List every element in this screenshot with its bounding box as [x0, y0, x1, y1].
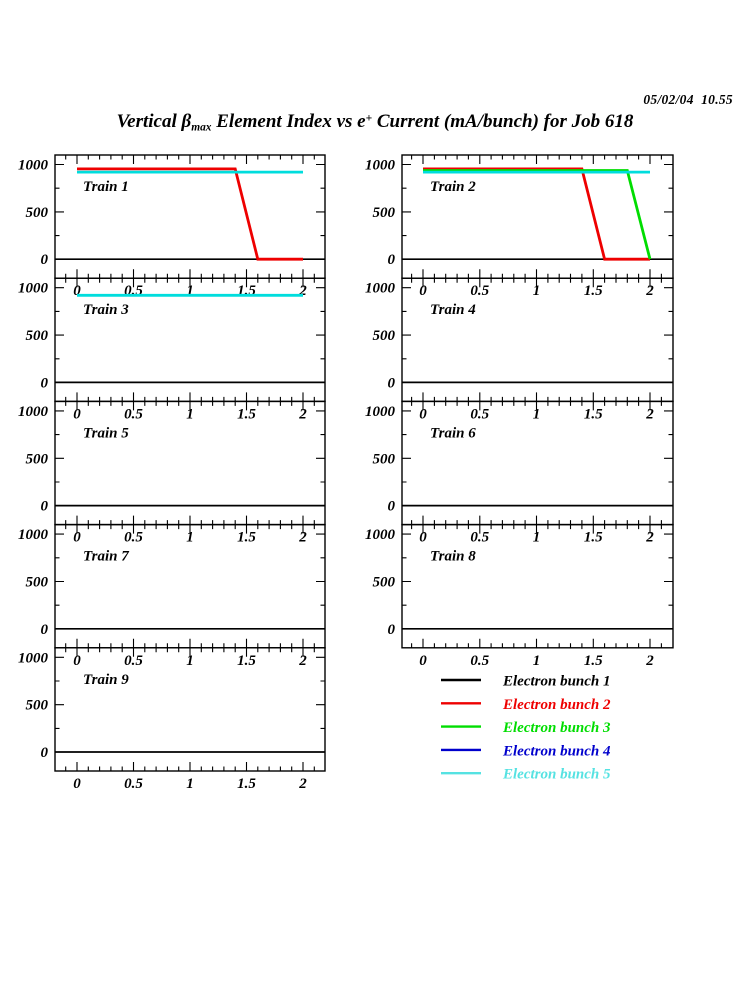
title-subscript: max	[191, 121, 212, 134]
x-tick-label: 0.5	[470, 283, 490, 300]
x-tick-label: 1.5	[583, 406, 603, 423]
y-tick-label: 500	[372, 204, 395, 221]
legend	[441, 674, 611, 783]
y-tick-label: 500	[25, 204, 48, 221]
x-tick-label: 2	[646, 652, 654, 669]
legend-item-4	[441, 743, 611, 759]
y-tick-label: 500	[25, 574, 48, 591]
legend-label: Electron bunch 1	[503, 673, 611, 690]
y-tick-label: 1000	[365, 280, 395, 297]
train-label: Train 2	[430, 179, 476, 195]
x-tick-label: 0.5	[470, 529, 490, 546]
x-tick-label: 1	[186, 776, 194, 792]
x-tick-label: 0	[73, 406, 81, 423]
train-label: Train 9	[83, 671, 129, 688]
x-tick-label: 1.5	[583, 529, 603, 546]
title-superscript: +	[365, 112, 373, 125]
y-tick-label: 1000	[18, 403, 48, 420]
y-tick-label: 500	[25, 451, 48, 468]
x-tick-label: 0	[419, 406, 427, 423]
x-tick-label: 0.5	[124, 529, 143, 546]
y-tick-label: 500	[25, 697, 48, 714]
y-tick-label: 0	[387, 498, 395, 515]
x-tick-label: 0.5	[124, 406, 143, 423]
y-tick-label: 1000	[365, 527, 395, 544]
y-tick-label: 1000	[365, 157, 395, 174]
x-tick-label: 1	[532, 652, 541, 669]
panel-train-8	[365, 525, 673, 669]
x-tick-label: 2	[299, 406, 307, 423]
y-tick-label: 0	[387, 375, 395, 392]
x-tick-label: 0	[419, 652, 427, 669]
x-tick-label: 2	[646, 529, 654, 546]
x-tick-label: 1.5	[237, 406, 256, 423]
x-tick-label: 1.5	[237, 529, 256, 546]
y-tick-label: 500	[372, 328, 395, 345]
x-tick-label: 1.5	[237, 283, 256, 300]
x-tick-label: 0.5	[124, 652, 143, 669]
x-tick-label: 1.5	[583, 283, 603, 300]
x-tick-label: 2	[299, 652, 307, 669]
x-tick-label: 0	[419, 529, 427, 546]
y-tick-label: 1000	[18, 650, 48, 667]
y-tick-label: 500	[372, 574, 395, 591]
y-tick-label: 1000	[18, 527, 48, 544]
y-tick-label: 500	[372, 451, 395, 468]
y-tick-label: 0	[40, 498, 48, 515]
x-tick-label: 0.5	[124, 776, 143, 792]
y-tick-label: 1000	[365, 403, 395, 420]
x-tick-label: 0	[73, 283, 81, 300]
y-tick-label: 0	[40, 375, 48, 392]
x-tick-label: 1	[186, 529, 194, 546]
x-tick-label: 2	[646, 406, 654, 423]
train-label: Train 7	[83, 548, 129, 565]
x-tick-label: 1	[532, 406, 541, 423]
x-tick-label: 1.5	[237, 776, 256, 792]
x-tick-label: 0.5	[124, 283, 143, 300]
x-tick-label: 1.5	[237, 652, 256, 669]
title-part1: Vertical β	[116, 111, 192, 132]
legend-item-3	[441, 720, 611, 736]
x-tick-label: 0	[73, 652, 81, 669]
x-tick-label: 1	[186, 406, 194, 423]
y-tick-label: 0	[40, 621, 48, 638]
legend-label: Electron bunch 2	[503, 696, 611, 713]
title-part3: Current (mA/bunch) for Job 618	[372, 111, 634, 132]
train-label: Train 3	[83, 302, 129, 319]
x-tick-label: 0	[73, 776, 81, 792]
x-tick-label: 2	[299, 776, 307, 792]
legend-item-2	[441, 697, 611, 713]
y-tick-label: 500	[25, 328, 48, 345]
x-tick-label: 2	[299, 529, 307, 546]
x-tick-label: 1	[186, 283, 194, 300]
train-label: Train 8	[430, 548, 476, 565]
train-label: Train 6	[430, 425, 476, 442]
train-label: Train 4	[430, 302, 476, 319]
x-tick-label: 2	[646, 283, 654, 300]
x-tick-label: 0.5	[470, 406, 490, 423]
legend-label: Electron bunch 4	[503, 743, 611, 760]
x-tick-label: 1.5	[583, 652, 603, 669]
x-tick-label: 1	[186, 652, 194, 669]
x-tick-label: 0	[419, 283, 427, 300]
y-tick-label: 1000	[18, 157, 48, 174]
legend-item-5	[441, 767, 611, 783]
y-tick-label: 0	[40, 745, 48, 762]
legend-label: Electron bunch 3	[503, 720, 611, 737]
y-tick-label: 0	[40, 252, 48, 269]
x-tick-label: 1	[532, 529, 541, 546]
legend-label: Electron bunch 5	[503, 766, 611, 783]
train-label: Train 1	[83, 179, 129, 195]
y-tick-label: 0	[387, 621, 395, 638]
x-tick-label: 1	[532, 283, 541, 300]
y-tick-label: 1000	[18, 280, 48, 297]
train-label: Train 5	[83, 425, 129, 442]
x-tick-label: 0.5	[470, 652, 490, 669]
panel-train-9	[18, 648, 325, 792]
x-tick-label: 2	[299, 283, 307, 300]
x-tick-label: 0	[73, 529, 81, 546]
timestamp: 05/02/04 10.55	[643, 92, 733, 107]
title-part2: Element Index vs e	[211, 111, 366, 132]
y-tick-label: 0	[387, 252, 395, 269]
legend-item-1	[441, 674, 611, 690]
